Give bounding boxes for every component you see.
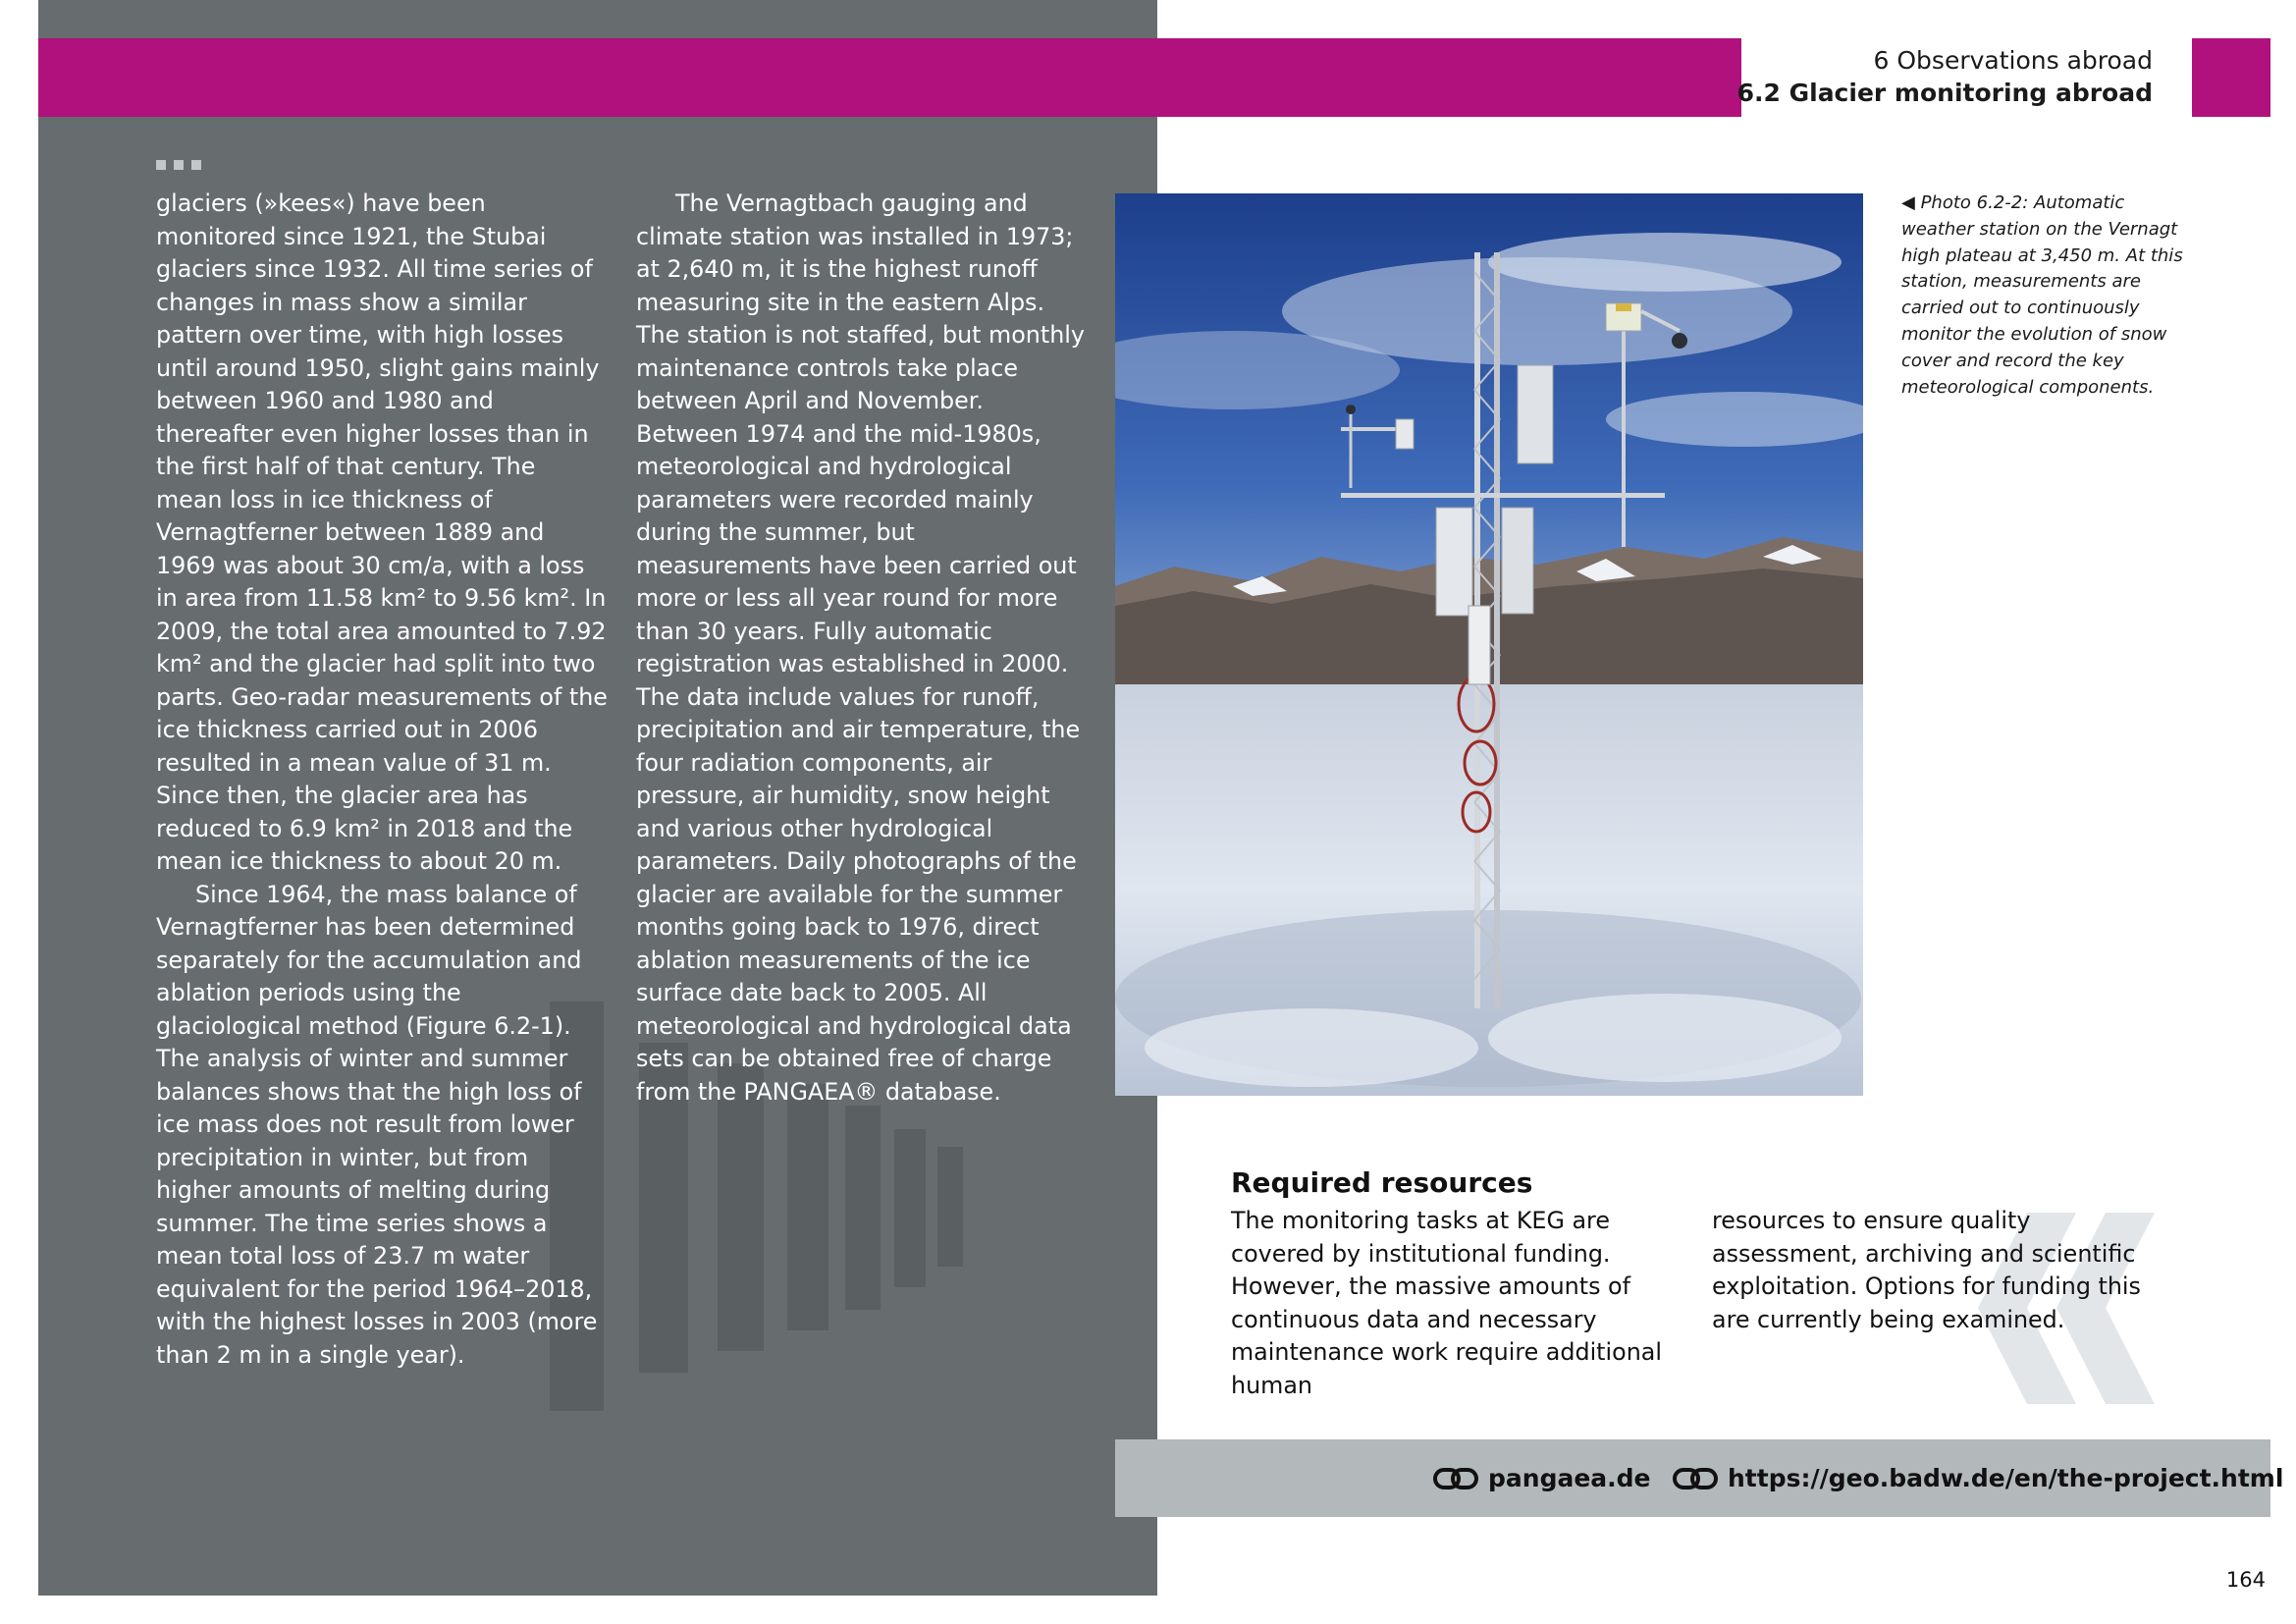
link-pangaea[interactable] [1433,1439,1651,1517]
continuation-dots [156,160,201,170]
page-number: 164 [2225,1568,2266,1592]
link-label[interactable]: https://geo.badw.de/en/the-project.html [1728,1464,2284,1492]
decorative-bar [894,1129,926,1287]
resources-column-1 [1231,1205,1673,1402]
body-column-1 [156,188,608,1372]
resources-paragraph: resources to ensure quality assessment, archiving and scientific exploitation. Options for funding this are currently being examined. [1712,1207,2141,1333]
dot [174,160,184,170]
body-paragraph: The Vernagtbach gauging and climate station was installed in 1973; at 2,640 m, it is the highest runoff measuring site in the eastern Alps. The station is not staffed, but monthly maintenance controls take place between April and November. Between 1974 and the mid-1980s, meteorological and hydrological parameters were recorded mainly during the summer, but measurements have been carried out more or less all year round for more than 30 years. Fully automatic registration was established in 2000. The data include values for runoff, precipitation and air temperature, the four radiation components, air pressure, air humidity, snow height and various other hydrological parameters. Daily photographs of the glacier are available for the summer months going back to 1976, direct ablation measurements of the ice surface date back to 2005. All meteorological and hydrological data sets can be obtained free of charge from the PANGAEA® database. [636,189,1085,1106]
photo-caption-text: Photo 6.2-2: Automatic weather station on the Vernagt high plateau at 3,450 m. At this station, measurements are carried out to continuously monitor the evolution of snow cover and record the key meteorological components. [1901,192,2183,398]
weather-station-photo [1115,193,1863,1096]
resources-heading: Required resources [1231,1166,1533,1199]
header-accent-bar [38,38,1741,117]
chapter-title: 6 Observations abroad [1873,46,2153,75]
section-title: 6.2 Glacier monitoring abroad [1736,79,2153,107]
dot [156,160,166,170]
weather-station-photo-illustration [1115,193,1863,1096]
decorative-bar [937,1147,963,1267]
resources-paragraph: The monitoring tasks at KEG are covered by institutional funding. However, the massive amounts of continuous data and necessary maintenance work require additional human [1231,1207,1662,1399]
caption-pointer-icon: ◀ [1901,192,1921,213]
link-bar [1115,1439,2284,1517]
link-icon [1673,1467,1718,1490]
link-label[interactable]: pangaea.de [1488,1464,1651,1492]
header-accent-square [2192,38,2270,117]
link-icon [1433,1467,1478,1490]
link-geo-badw[interactable] [1673,1439,2283,1517]
photo-caption [1901,190,2186,401]
body-paragraph: glaciers (»kees«) have been monitored since 1921, the Stubai glaciers since 1932. All time series of changes in mass show a similar pattern over time, with high losses until around 1950, slight gains mainly between 1960 and 1980 and thereafter even higher losses than in the first half of that century. The mean loss in ice thickness of Vernagtferner between 1889 and 1969 was about 30 cm/a, with a loss in area from 11.58 km² to 9.56 km². In 2009, the total area amounted to 7.92 km² and the glacier had split into two parts. Geo-radar measurements of the ice thickness carried out in 2006 resulted in a mean value of 31 m. Since then, the glacier area has reduced to 6.9 km² in 2018 and the mean ice thickness to about 20 m. [156,189,608,875]
body-column-2 [636,188,1090,1109]
resources-column-2 [1712,1205,2163,1336]
decorative-bar [787,1084,828,1330]
dot [191,160,201,170]
body-paragraph: Since 1964, the mass balance of Vernagtferner has been determined separately for the accumulation and ablation periods using the glaciological method (Figure 6.2-1). The analysis of winter and summer balances shows that the high loss of ice mass does not result from lower precipitation in winter, but from higher amounts of melting during summer. The time series shows a mean total loss of 23.7 m water equivalent for the period 1964–2018, with the highest losses in 2003 (more than 2 m in a single year). [156,880,598,1369]
decorative-bar [845,1106,881,1310]
